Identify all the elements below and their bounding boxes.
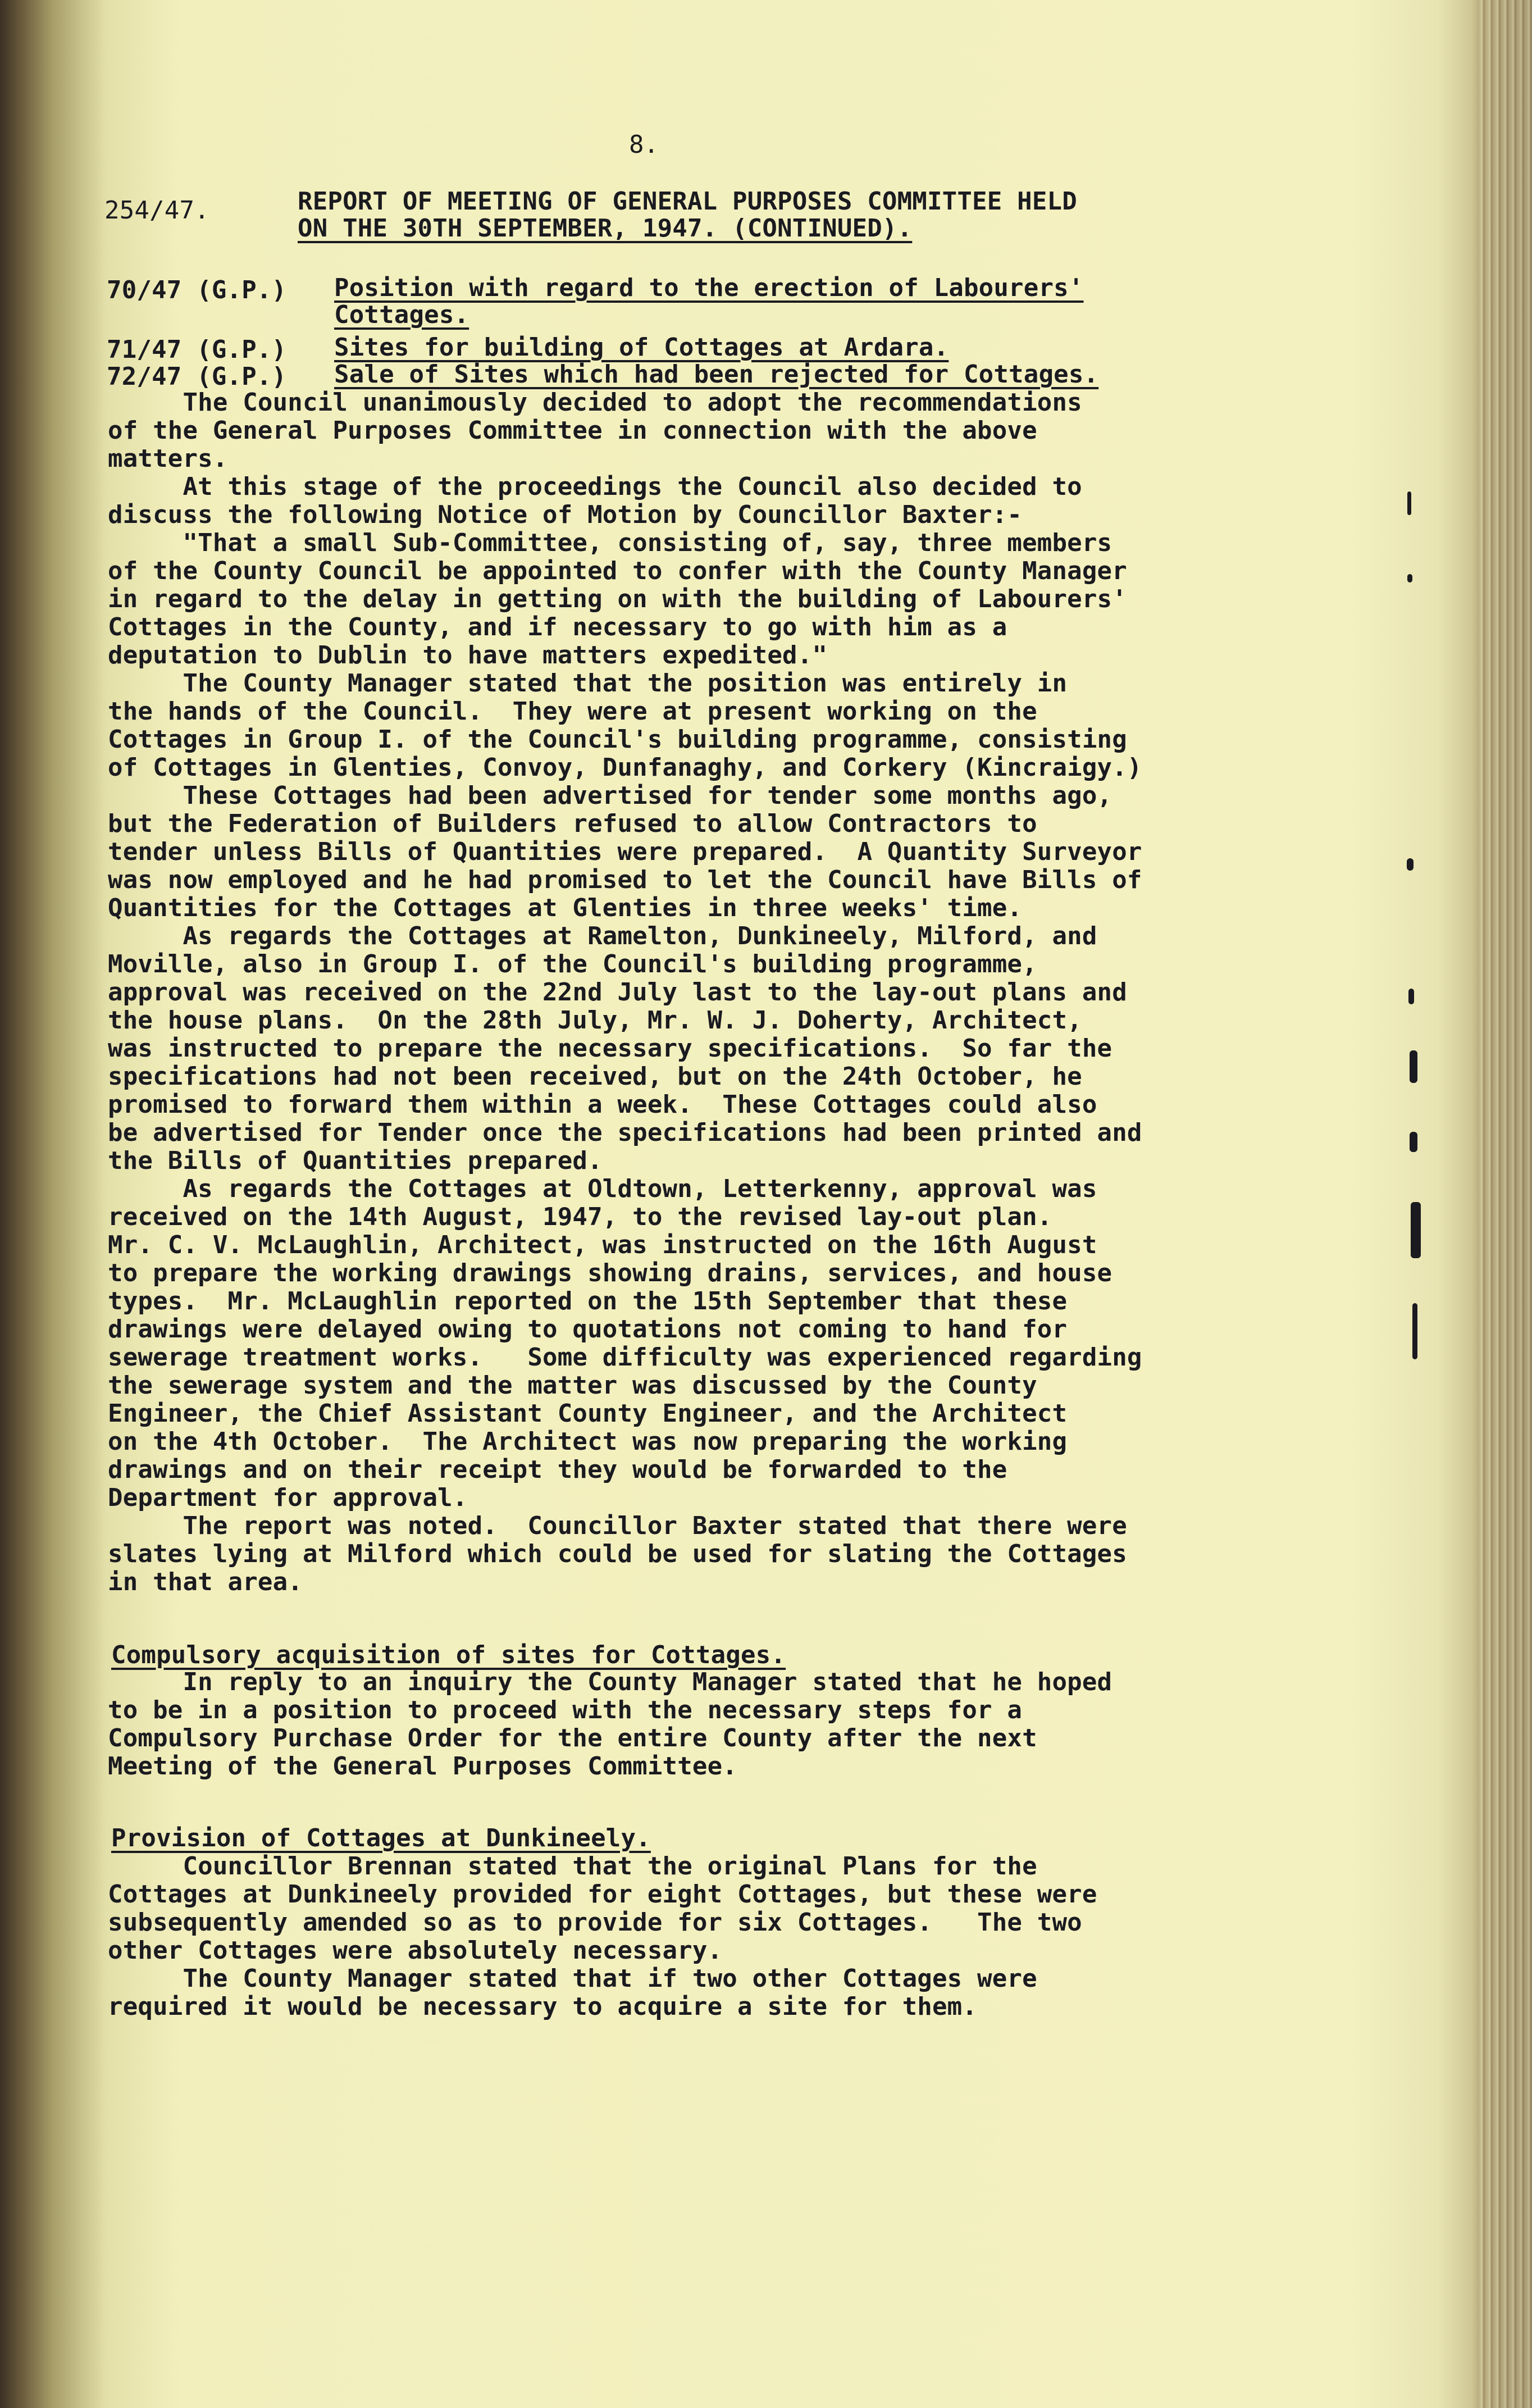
text-line: The County Manager stated that if two other Cottages were (108, 1964, 1037, 1993)
text-line: promised to forward them within a week. These Cottages could also (108, 1090, 1097, 1119)
report-number: 254/47. (104, 196, 209, 225)
text-line: the Bills of Quantities prepared. (108, 1146, 603, 1175)
text-line: the sewerage system and the matter was discussed by the County (108, 1371, 1037, 1400)
text-line: of the County Council be appointed to confer with the County Manager (108, 557, 1127, 585)
text-line: of the General Purposes Committee in connection with the above (108, 416, 1037, 445)
text-line: Department for approval. (108, 1483, 468, 1512)
item-ref: 72/47 (G.P.) (107, 362, 287, 391)
text-line: other Cottages were absolutely necessary. (108, 1936, 723, 1965)
text-line: discuss the following Notice of Motion by Councillor Baxter:- (108, 500, 1023, 529)
text-line: In reply to an inquiry the County Manager stated that he hoped (108, 1668, 1112, 1696)
text-line: The County Manager stated that the position was entirely in (108, 669, 1068, 698)
margin-mark (1407, 858, 1414, 871)
text-line: Councillor Brennan stated that the original Plans for the (108, 1852, 1037, 1881)
text-line: Compulsory Purchase Order for the entire County after the next (108, 1724, 1037, 1752)
text-line: deputation to Dublin to have matters expedited." (108, 641, 828, 670)
text-line: received on the 14th August, 1947, to the revised lay-out plan. (108, 1203, 1052, 1231)
text-line: slates lying at Milford which could be used for slating the Cottages (108, 1540, 1127, 1568)
margin-mark (1410, 1050, 1417, 1083)
text-line: approval was received on the 22nd July last to the lay-out plans and (108, 978, 1127, 1007)
text-line: tender unless Bills of Quantities were prepared. A Quantity Surveyor (108, 837, 1142, 866)
section-heading-compulsory-acquisition: Compulsory acquisition of sites for Cottages. (111, 1641, 786, 1669)
text-line: in regard to the delay in getting on with the building of Labourers' (108, 585, 1127, 613)
text-line: in that area. (108, 1568, 303, 1596)
text-line: drawings and on their receipt they would be forwarded to the (108, 1455, 1007, 1484)
report-title-line-2: ON THE 30TH SEPTEMBER, 1947. (CONTINUED). (298, 214, 913, 243)
text-line: to be in a position to proceed with the necessary steps for a (108, 1696, 1023, 1724)
text-line: matters. (108, 444, 228, 473)
text-line: The report was noted. Councillor Baxter stated that there were (108, 1512, 1127, 1540)
page-number: 8. (629, 130, 659, 159)
item-subject: Position with regard to the erection of Labourers' (334, 274, 1084, 302)
margin-mark (1407, 574, 1412, 582)
text-line: The Council unanimously decided to adopt the recommendations (108, 388, 1082, 417)
item-subject: Sale of Sites which had been rejected for Cottages. (334, 360, 1099, 389)
text-line: Cottages in Group I. of the Council's building programme, consisting (108, 725, 1127, 754)
text-line: types. Mr. McLaughlin reported on the 15th September that these (108, 1287, 1068, 1315)
margin-mark (1407, 491, 1411, 515)
text-line: was instructed to prepare the necessary specifications. So far the (108, 1034, 1112, 1063)
item-ref: 70/47 (G.P.) (107, 276, 287, 304)
text-line: to prepare the working drawings showing drains, services, and house (108, 1259, 1112, 1287)
text-line: of Cottages in Glenties, Convoy, Dunfanaghy, and Corkery (Kincraigy.) (108, 753, 1142, 782)
report-title-line-1: REPORT OF MEETING OF GENERAL PURPOSES COMMITTEE HELD (298, 187, 1077, 216)
text-line: drawings were delayed owing to quotations not coming to hand for (108, 1315, 1068, 1344)
text-line: Quantities for the Cottages at Glenties in three weeks' time. (108, 894, 1023, 922)
margin-mark (1410, 1132, 1417, 1152)
item-subject: Sites for building of Cottages at Ardara. (334, 333, 949, 362)
text-line: Cottages in the County, and if necessary to go with him as a (108, 613, 1007, 641)
text-line: the hands of the Council. They were at present working on the (108, 697, 1037, 726)
text-line: but the Federation of Builders refused to allow Contractors to (108, 809, 1037, 838)
margin-mark (1411, 1202, 1421, 1258)
margin-mark (1408, 989, 1414, 1004)
text-line: As regards the Cottages at Ramelton, Dunkineely, Milford, and (108, 922, 1097, 950)
text-line: "That a small Sub-Committee, consisting of, say, three members (108, 529, 1112, 557)
text-line: required it would be necessary to acquire a site for them. (108, 1992, 978, 2021)
text-line: was now employed and he had promised to let the Council have Bills of (108, 866, 1142, 894)
margin-mark (1412, 1303, 1417, 1359)
text-line: Mr. C. V. McLaughlin, Architect, was instructed on the 16th August (108, 1231, 1097, 1259)
text-line: Moville, also in Group I. of the Council's building programme, (108, 950, 1037, 978)
section-heading-dunkineely: Provision of Cottages at Dunkineely. (111, 1824, 651, 1852)
text-line: Meeting of the General Purposes Committee. (108, 1752, 737, 1781)
text-line: These Cottages had been advertised for tender some months ago, (108, 781, 1112, 810)
text-line: on the 4th October. The Architect was now preparing the working (108, 1427, 1068, 1456)
text-line: Cottages at Dunkineely provided for eight Cottages, but these were (108, 1880, 1097, 1909)
text-line: subsequently amended so as to provide for six Cottages. The two (108, 1908, 1082, 1937)
item-ref: 71/47 (G.P.) (107, 335, 287, 364)
text-line: sewerage treatment works. Some difficulty was experienced regarding (108, 1343, 1142, 1372)
item-subject-continued: Cottages. (334, 301, 469, 329)
text-line: specifications had not been received, but on the 24th October, he (108, 1062, 1082, 1091)
text-line: As regards the Cottages at Oldtown, Letterkenny, approval was (108, 1175, 1097, 1203)
text-line: be advertised for Tender once the specifications had been printed and (108, 1118, 1142, 1147)
text-line: the house plans. On the 28th July, Mr. W. J. Doherty, Architect, (108, 1006, 1082, 1035)
text-line: Engineer, the Chief Assistant County Engineer, and the Architect (108, 1399, 1068, 1428)
book-page-edges (1479, 0, 1532, 2408)
text-line: At this stage of the proceedings the Council also decided to (108, 472, 1082, 501)
